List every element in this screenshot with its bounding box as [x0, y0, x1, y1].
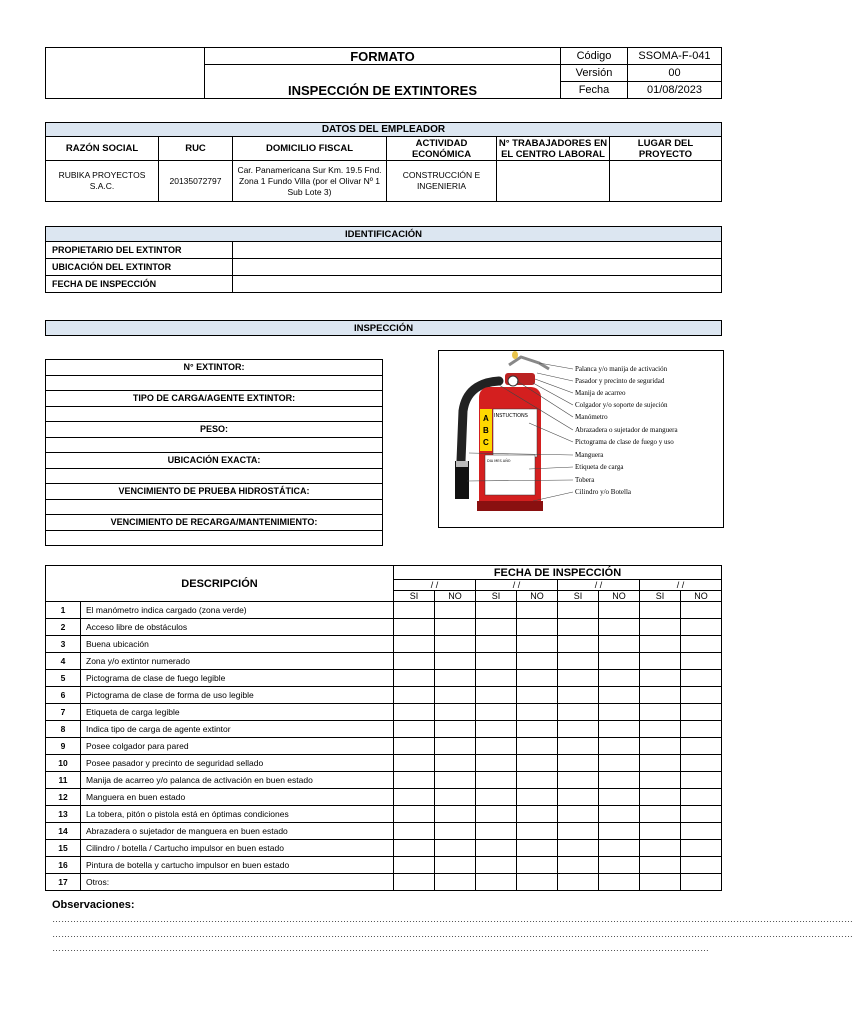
extinguisher-diagram: [438, 350, 724, 528]
extinguisher-illustration: [439, 351, 723, 527]
no-check-cell[interactable]: [517, 874, 558, 891]
no-check-cell[interactable]: [435, 806, 476, 823]
cell-trabajadores[interactable]: [497, 161, 610, 202]
item-number: 12: [46, 789, 81, 806]
class-c-letter: C: [483, 438, 489, 447]
si-check-cell[interactable]: [640, 619, 681, 636]
col-trabajadores: N° TRABAJADORES EN EL CENTRO LABORAL: [497, 137, 610, 161]
no-check-cell[interactable]: [681, 772, 722, 789]
checklist-row: [46, 670, 722, 687]
cell-razon-social: RUBIKA PROYECTOS S.A.C.: [46, 161, 159, 202]
si-check-cell[interactable]: [476, 738, 517, 755]
callout-tobera: Tobera: [575, 476, 595, 484]
identification-title: IDENTIFICACIÓN: [46, 227, 722, 242]
si-check-cell[interactable]: [394, 772, 435, 789]
checklist-row: [46, 602, 722, 619]
item-number: 8: [46, 721, 81, 738]
date-slot-2[interactable]: / /: [476, 580, 558, 591]
no-check-cell[interactable]: [517, 738, 558, 755]
si-check-cell[interactable]: [476, 653, 517, 670]
inspection-band: [45, 320, 722, 336]
item-number: 6: [46, 687, 81, 704]
si-check-cell[interactable]: [640, 602, 681, 619]
no-check-cell[interactable]: [435, 687, 476, 704]
no-check-cell[interactable]: [681, 823, 722, 840]
item-description: Pictograma de clase de forma de uso legible: [81, 687, 394, 704]
si-check-cell[interactable]: [394, 704, 435, 721]
no-check-cell[interactable]: [435, 738, 476, 755]
si-header: SI: [558, 591, 599, 602]
no-header: NO: [681, 591, 722, 602]
no-check-cell[interactable]: [681, 602, 722, 619]
no-check-cell[interactable]: [517, 789, 558, 806]
no-check-cell[interactable]: [435, 874, 476, 891]
format-title: FORMATO: [205, 48, 561, 65]
date-slot-3[interactable]: / /: [558, 580, 640, 591]
si-check-cell[interactable]: [640, 653, 681, 670]
checklist-row: [46, 772, 722, 789]
checklist-row: [46, 653, 722, 670]
input-fecha[interactable]: [233, 276, 722, 293]
observations-line-3[interactable]: …………………………………………………………………………………………………………………………………………………………………………………………………: [52, 943, 709, 953]
label-prueba-hidrostatica: VENCIMIENTO DE PRUEBA HIDROSTÁTICA:: [46, 484, 383, 500]
si-check-cell[interactable]: [476, 772, 517, 789]
no-header: NO: [517, 591, 558, 602]
label-n-extintor: N° EXTINTOR:: [46, 360, 383, 376]
si-check-cell[interactable]: [476, 721, 517, 738]
si-check-cell[interactable]: [394, 874, 435, 891]
no-check-cell[interactable]: [517, 704, 558, 721]
cell-actividad: CONSTRUCCIÓN E INGENIERIA: [387, 161, 497, 202]
employer-table: [45, 122, 722, 202]
employer-title: DATOS DEL EMPLEADOR: [46, 123, 722, 137]
no-check-cell[interactable]: [435, 704, 476, 721]
si-check-cell[interactable]: [640, 874, 681, 891]
instructions-text: INSTUCTIONS: [494, 413, 528, 419]
si-check-cell[interactable]: [476, 857, 517, 874]
item-description: Otros:: [81, 874, 394, 891]
item-number: 4: [46, 653, 81, 670]
si-check-cell[interactable]: [558, 738, 599, 755]
no-check-cell[interactable]: [681, 721, 722, 738]
si-header: SI: [394, 591, 435, 602]
no-check-cell[interactable]: [681, 874, 722, 891]
no-check-cell[interactable]: [435, 721, 476, 738]
no-check-cell[interactable]: [681, 704, 722, 721]
item-description: Buena ubicación: [81, 636, 394, 653]
si-check-cell[interactable]: [640, 636, 681, 653]
si-check-cell[interactable]: [558, 619, 599, 636]
si-check-cell[interactable]: [558, 687, 599, 704]
si-check-cell[interactable]: [476, 602, 517, 619]
no-check-cell[interactable]: [599, 704, 640, 721]
no-header: NO: [599, 591, 640, 602]
checklist-row: [46, 857, 722, 874]
si-check-cell[interactable]: [640, 840, 681, 857]
si-check-cell[interactable]: [558, 823, 599, 840]
item-description: Zona y/o extintor numerado: [81, 653, 394, 670]
cell-domicilio: Car. Panamericana Sur Km. 19.5 Fnd. Zona 1 Fundo Villa (por el Olivar Nº 1 Sub Lote 3): [233, 161, 387, 202]
no-check-cell[interactable]: [435, 840, 476, 857]
callout-abrazadera: Abrazadera o sujetador de manguera: [575, 426, 678, 434]
input-prueba-hidrostatica[interactable]: [46, 499, 383, 515]
cell-ruc: 20135072797: [159, 161, 233, 202]
no-check-cell[interactable]: [599, 806, 640, 823]
si-check-cell[interactable]: [558, 874, 599, 891]
si-header: SI: [476, 591, 517, 602]
no-check-cell[interactable]: [681, 619, 722, 636]
date-label: DIA MES AÑO: [487, 459, 511, 463]
item-description: Indica tipo de carga de agente extintor: [81, 721, 394, 738]
si-check-cell[interactable]: [476, 636, 517, 653]
si-check-cell[interactable]: [394, 687, 435, 704]
no-check-cell[interactable]: [435, 755, 476, 772]
si-check-cell[interactable]: [394, 653, 435, 670]
si-check-cell[interactable]: [476, 806, 517, 823]
si-check-cell[interactable]: [476, 670, 517, 687]
no-check-cell[interactable]: [681, 687, 722, 704]
input-peso[interactable]: [46, 437, 383, 453]
no-check-cell[interactable]: [517, 755, 558, 772]
no-check-cell[interactable]: [599, 619, 640, 636]
no-check-cell[interactable]: [517, 619, 558, 636]
no-check-cell[interactable]: [681, 738, 722, 755]
checklist-row: [46, 704, 722, 721]
no-check-cell[interactable]: [681, 806, 722, 823]
si-check-cell[interactable]: [476, 619, 517, 636]
no-check-cell[interactable]: [599, 687, 640, 704]
checklist-row: [46, 806, 722, 823]
callout-palanca: Palanca y/o manija de activación: [575, 365, 668, 373]
label-ubicacion-exacta: UBICACIÓN EXACTA:: [46, 453, 383, 469]
si-check-cell[interactable]: [640, 823, 681, 840]
si-check-cell[interactable]: [394, 636, 435, 653]
input-recarga[interactable]: [46, 530, 383, 546]
date-slot-4[interactable]: / /: [640, 580, 722, 591]
item-description: Etiqueta de carga legible: [81, 704, 394, 721]
codigo-label: Código: [561, 48, 628, 65]
si-check-cell[interactable]: [558, 789, 599, 806]
no-check-cell[interactable]: [517, 823, 558, 840]
si-check-cell[interactable]: [640, 806, 681, 823]
no-check-cell[interactable]: [599, 823, 640, 840]
field-propietario: PROPIETARIO DEL EXTINTOR: [46, 242, 233, 259]
item-description: Posee colgador para pared: [81, 738, 394, 755]
no-check-cell[interactable]: [599, 721, 640, 738]
callout-cilindro: Cilindro y/o Botella: [575, 488, 631, 496]
item-number: 3: [46, 636, 81, 653]
si-check-cell[interactable]: [394, 806, 435, 823]
si-check-cell[interactable]: [394, 789, 435, 806]
no-check-cell[interactable]: [599, 636, 640, 653]
item-number: 1: [46, 602, 81, 619]
no-check-cell[interactable]: [517, 670, 558, 687]
si-check-cell[interactable]: [558, 755, 599, 772]
version-label: Versión: [561, 65, 628, 82]
checklist-row: [46, 823, 722, 840]
no-check-cell[interactable]: [435, 823, 476, 840]
label-tipo-carga: TIPO DE CARGA/AGENTE EXTINTOR:: [46, 391, 383, 407]
checklist-row: [46, 721, 722, 738]
si-check-cell[interactable]: [476, 823, 517, 840]
doc-title: INSPECCIÓN DE EXTINTORES: [205, 65, 561, 99]
callout-manguera: Manguera: [575, 451, 604, 459]
no-header: NO: [435, 591, 476, 602]
no-check-cell[interactable]: [599, 857, 640, 874]
no-check-cell[interactable]: [435, 602, 476, 619]
label-peso: PESO:: [46, 422, 383, 438]
no-check-cell[interactable]: [681, 789, 722, 806]
si-header: SI: [640, 591, 681, 602]
field-ubicacion: UBICACIÓN DEL EXTINTOR: [46, 259, 233, 276]
item-number: 9: [46, 738, 81, 755]
item-number: 17: [46, 874, 81, 891]
si-check-cell[interactable]: [476, 840, 517, 857]
fecha-label: Fecha: [561, 82, 628, 99]
item-number: 10: [46, 755, 81, 772]
no-check-cell[interactable]: [681, 670, 722, 687]
si-check-cell[interactable]: [640, 738, 681, 755]
no-check-cell[interactable]: [435, 789, 476, 806]
si-check-cell[interactable]: [476, 789, 517, 806]
input-tipo-carga[interactable]: [46, 406, 383, 422]
no-check-cell[interactable]: [517, 806, 558, 823]
label-recarga: VENCIMIENTO DE RECARGA/MANTENIMIENTO:: [46, 515, 383, 531]
item-description: La tobera, pitón o pistola está en óptimas condiciones: [81, 806, 394, 823]
si-check-cell[interactable]: [394, 823, 435, 840]
si-check-cell[interactable]: [394, 670, 435, 687]
item-number: 15: [46, 840, 81, 857]
item-description: Manija de acarreo y/o palanca de activación en buen estado: [81, 772, 394, 789]
callout-etiqueta: Etiqueta de carga: [575, 463, 624, 471]
no-check-cell[interactable]: [435, 772, 476, 789]
inspection-date-header: FECHA DE INSPECCIÓN: [394, 566, 722, 580]
checklist-row: [46, 636, 722, 653]
item-number: 2: [46, 619, 81, 636]
no-check-cell[interactable]: [517, 636, 558, 653]
identification-table: [45, 226, 722, 293]
item-number: 5: [46, 670, 81, 687]
item-description: Manguera en buen estado: [81, 789, 394, 806]
si-check-cell[interactable]: [640, 687, 681, 704]
observations-line-2[interactable]: ……………………………………………………………………………………………………………………………………………………………………………………………………………………………………………: [52, 929, 853, 939]
si-check-cell[interactable]: [640, 755, 681, 772]
input-n-extintor[interactable]: [46, 375, 383, 391]
col-lugar: LUGAR DEL PROYECTO: [610, 137, 722, 161]
si-check-cell[interactable]: [640, 704, 681, 721]
input-propietario[interactable]: [233, 242, 722, 259]
no-check-cell[interactable]: [435, 857, 476, 874]
item-description: Abrazadera o sujetador de manguera en buen estado: [81, 823, 394, 840]
input-ubicacion[interactable]: [233, 259, 722, 276]
no-check-cell[interactable]: [681, 755, 722, 772]
si-check-cell[interactable]: [558, 670, 599, 687]
si-check-cell[interactable]: [558, 857, 599, 874]
si-check-cell[interactable]: [394, 602, 435, 619]
item-number: 14: [46, 823, 81, 840]
codigo-value: SSOMA-F-041: [628, 48, 722, 65]
item-description: Pictograma de clase de fuego legible: [81, 670, 394, 687]
si-check-cell[interactable]: [476, 687, 517, 704]
cell-lugar[interactable]: [610, 161, 722, 202]
si-check-cell[interactable]: [558, 840, 599, 857]
si-check-cell[interactable]: [558, 636, 599, 653]
si-check-cell[interactable]: [640, 857, 681, 874]
checklist-row: [46, 755, 722, 772]
si-check-cell[interactable]: [640, 670, 681, 687]
checklist-row: [46, 687, 722, 704]
no-check-cell[interactable]: [599, 840, 640, 857]
description-header: DESCRIPCIÓN: [46, 566, 394, 602]
si-check-cell[interactable]: [558, 602, 599, 619]
checklist-row: [46, 874, 722, 891]
no-check-cell[interactable]: [517, 602, 558, 619]
si-check-cell[interactable]: [558, 653, 599, 670]
version-value: 00: [628, 65, 722, 82]
class-b-letter: B: [483, 426, 489, 435]
checklist-row: [46, 619, 722, 636]
si-check-cell[interactable]: [476, 755, 517, 772]
si-check-cell[interactable]: [394, 857, 435, 874]
item-description: Cilindro / botella / Cartucho impulsor en buen estado: [81, 840, 394, 857]
input-ubicacion-exacta[interactable]: [46, 468, 383, 484]
si-check-cell[interactable]: [476, 704, 517, 721]
no-check-cell[interactable]: [435, 636, 476, 653]
item-description: Posee pasador y precinto de seguridad sellado: [81, 755, 394, 772]
no-check-cell[interactable]: [681, 636, 722, 653]
col-razon-social: RAZÓN SOCIAL: [46, 137, 159, 161]
si-check-cell[interactable]: [558, 704, 599, 721]
si-check-cell[interactable]: [558, 806, 599, 823]
checklist-row: [46, 840, 722, 857]
si-check-cell[interactable]: [558, 721, 599, 738]
observations-line-1[interactable]: ……………………………………………………………………………………………………………………………………………………………………………………………………………………………………………: [52, 914, 853, 924]
no-check-cell[interactable]: [517, 772, 558, 789]
no-check-cell[interactable]: [681, 840, 722, 857]
class-a-letter: A: [483, 414, 489, 423]
no-check-cell[interactable]: [599, 653, 640, 670]
callout-manija: Manija de acarreo: [575, 389, 626, 397]
field-fecha: FECHA DE INSPECCIÓN: [46, 276, 233, 293]
checklist-table: [45, 565, 722, 891]
si-check-cell[interactable]: [394, 738, 435, 755]
callout-manometro: Manómetro: [575, 413, 608, 421]
no-check-cell[interactable]: [435, 670, 476, 687]
item-description: El manómetro indica cargado (zona verde): [81, 602, 394, 619]
item-description: Pintura de botella y cartucho impulsor en buen estado: [81, 857, 394, 874]
si-check-cell[interactable]: [394, 721, 435, 738]
no-check-cell[interactable]: [681, 857, 722, 874]
no-check-cell[interactable]: [599, 755, 640, 772]
item-number: 13: [46, 806, 81, 823]
date-slot-1[interactable]: / /: [394, 580, 476, 591]
no-check-cell[interactable]: [599, 602, 640, 619]
no-check-cell[interactable]: [435, 619, 476, 636]
callout-pictograma: Pictograma de clase de fuego y uso: [575, 438, 674, 446]
item-description: Acceso libre de obstáculos: [81, 619, 394, 636]
no-check-cell[interactable]: [517, 687, 558, 704]
fecha-value: 01/08/2023: [628, 82, 722, 99]
no-check-cell[interactable]: [517, 857, 558, 874]
si-check-cell[interactable]: [558, 772, 599, 789]
item-number: 7: [46, 704, 81, 721]
no-check-cell[interactable]: [599, 874, 640, 891]
si-check-cell[interactable]: [394, 755, 435, 772]
no-check-cell[interactable]: [517, 653, 558, 670]
col-domicilio: DOMICILIO FISCAL: [233, 137, 387, 161]
extintor-table: [45, 359, 383, 546]
col-actividad: ACTIVIDAD ECONÓMICA: [387, 137, 497, 161]
si-check-cell[interactable]: [394, 840, 435, 857]
si-check-cell[interactable]: [394, 619, 435, 636]
item-number: 16: [46, 857, 81, 874]
no-check-cell[interactable]: [599, 789, 640, 806]
no-check-cell[interactable]: [599, 738, 640, 755]
logo-cell: [46, 48, 205, 99]
callout-colgador: Colgador y/o soporte de sujeción: [575, 401, 668, 409]
no-check-cell[interactable]: [435, 653, 476, 670]
si-check-cell[interactable]: [640, 789, 681, 806]
callout-pasador: Pasador y precinto de seguridad: [575, 377, 665, 385]
no-check-cell[interactable]: [517, 840, 558, 857]
item-number: 11: [46, 772, 81, 789]
no-check-cell[interactable]: [599, 670, 640, 687]
no-check-cell[interactable]: [681, 653, 722, 670]
inspection-title: INSPECCIÓN: [46, 321, 722, 336]
checklist-row: [46, 789, 722, 806]
checklist-row: [46, 738, 722, 755]
no-check-cell[interactable]: [517, 721, 558, 738]
si-check-cell[interactable]: [476, 874, 517, 891]
si-check-cell[interactable]: [640, 772, 681, 789]
header-table: [45, 47, 722, 99]
observations-label: Observaciones:: [52, 899, 135, 911]
si-check-cell[interactable]: [640, 721, 681, 738]
col-ruc: RUC: [159, 137, 233, 161]
no-check-cell[interactable]: [599, 772, 640, 789]
